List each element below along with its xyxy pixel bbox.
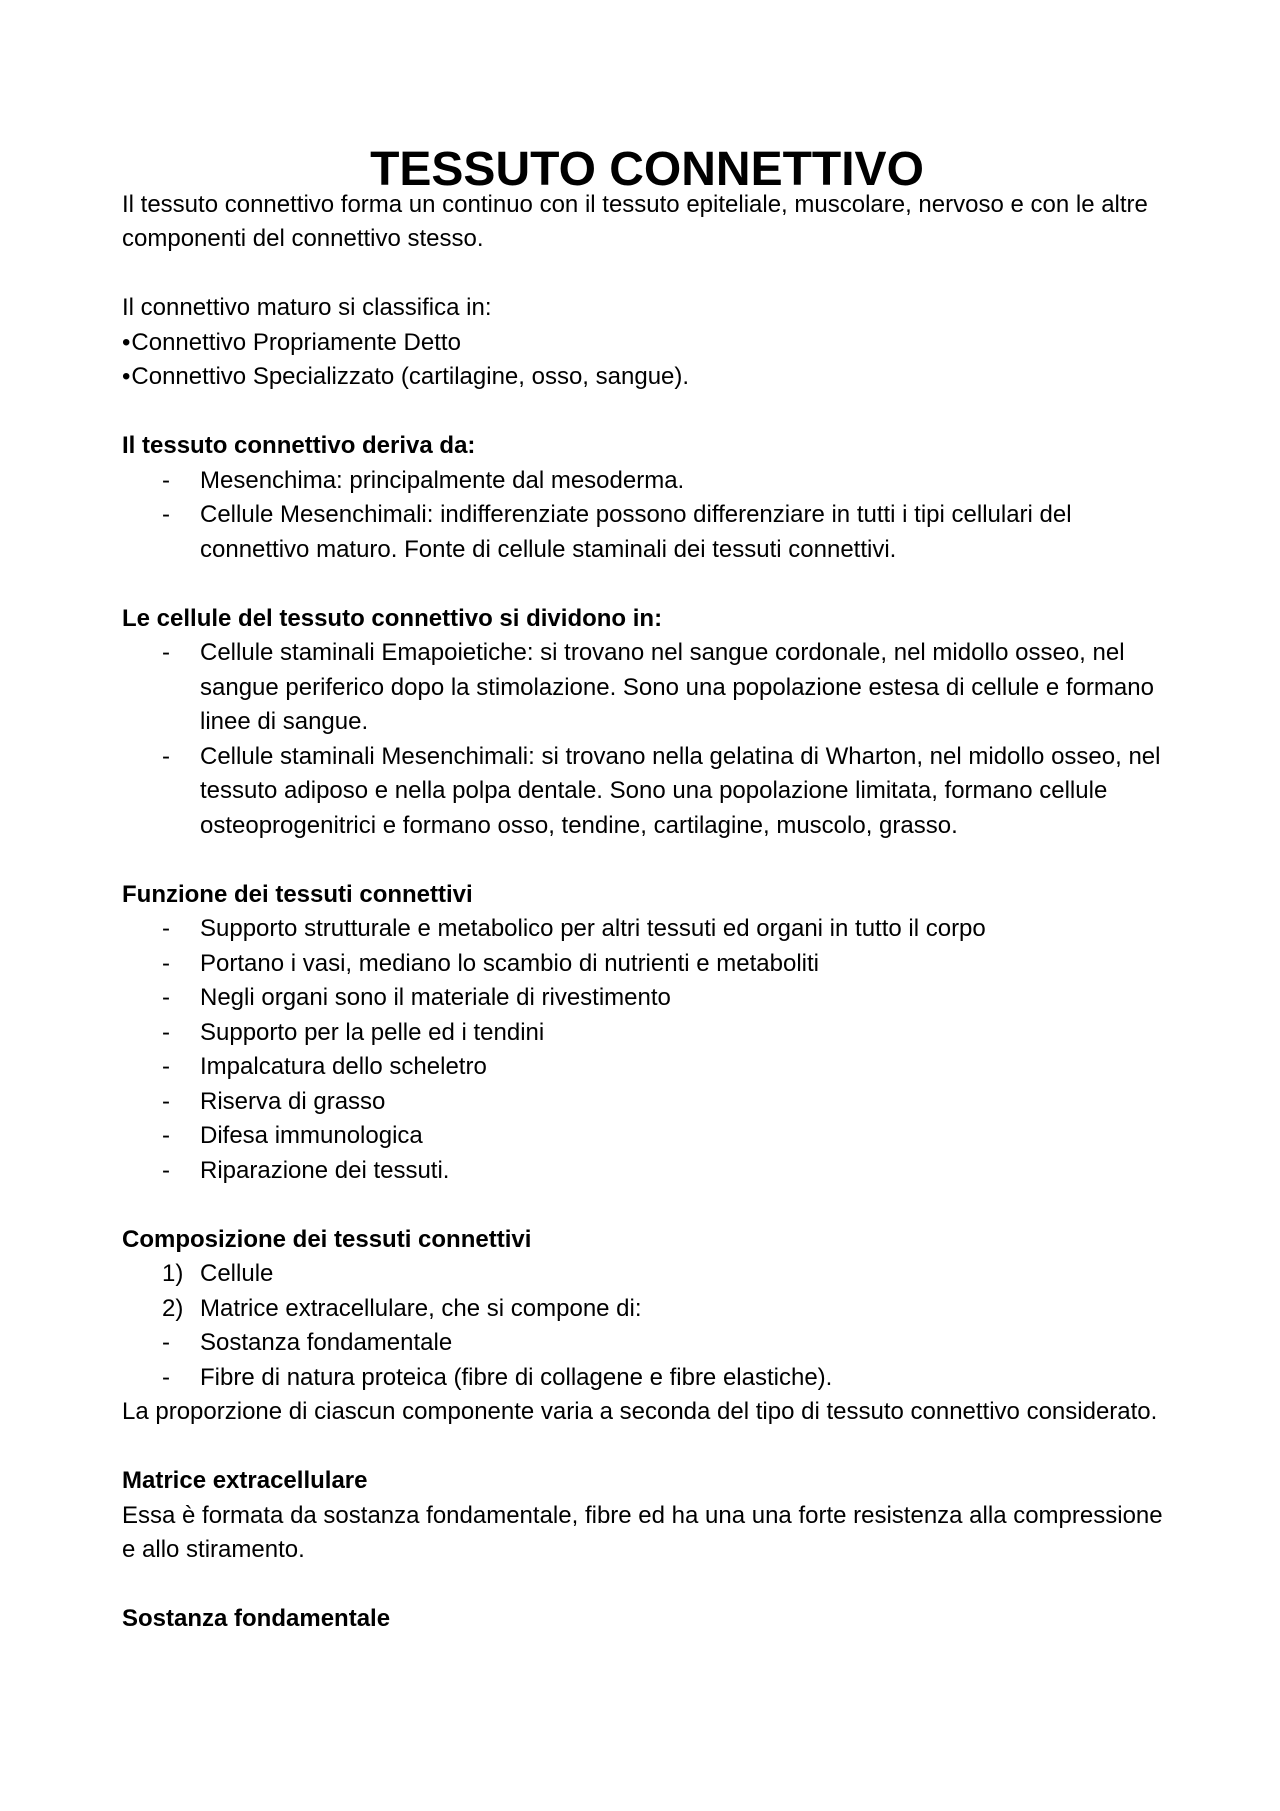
dash-marker: - bbox=[162, 466, 170, 494]
list-item bbox=[122, 981, 1172, 1016]
list-item-text: Cellule staminali Emapoietiche: si trovano nel sangue cordonale, nel midollo osseo, nel sangue periferico dopo la stimolazione. Sono una popolazione estesa di cellule e formano linee di sangue. bbox=[200, 639, 1154, 735]
list-item bbox=[122, 1292, 1172, 1327]
list-item-text: Portano i vasi, mediano lo scambio di nutrienti e metaboliti bbox=[200, 949, 819, 977]
spacer bbox=[122, 1188, 1172, 1223]
composition-sub-list bbox=[122, 1326, 1172, 1395]
page-title: TESSUTO CONNETTIVO bbox=[370, 143, 924, 196]
list-item-text: Matrice extracellulare, che si compone di: bbox=[200, 1294, 642, 1322]
list-item bbox=[122, 636, 1172, 740]
list-item bbox=[122, 498, 1172, 567]
dash-marker: - bbox=[162, 1018, 170, 1046]
list-item-text: Cellule staminali Mesenchimali: si trovano nella gelatina di Wharton, nel midollo osseo, nel tessuto adiposo e nella polpa dentale. Sono una popolazione limitata, formano cellule osteoprogenitrici e formano osso, tendine, cartilagine, muscolo, grasso. bbox=[200, 742, 1161, 839]
list-item bbox=[122, 947, 1172, 982]
section-heading-functions: Funzione dei tessuti connettivi bbox=[122, 880, 473, 908]
list-item bbox=[122, 1257, 1172, 1292]
list-item bbox=[122, 464, 1172, 499]
dash-marker: - bbox=[162, 915, 170, 942]
dash-marker: - bbox=[162, 1087, 170, 1115]
classification-lead: Il connettivo maturo si classifica in: bbox=[122, 294, 492, 321]
list-item bbox=[122, 1326, 1172, 1361]
list-item-text: Riparazione dei tessuti. bbox=[200, 1156, 450, 1184]
list-item bbox=[122, 360, 1172, 395]
number-marker: 1) bbox=[162, 1260, 184, 1287]
bullet-marker: • bbox=[122, 363, 131, 390]
section-heading-ground-substance: Sostanza fondamentale bbox=[122, 1605, 391, 1632]
derivation-list bbox=[122, 464, 1172, 568]
list-item bbox=[122, 1361, 1172, 1396]
dash-marker: - bbox=[162, 949, 170, 977]
bullet-marker: • bbox=[122, 328, 131, 356]
list-item bbox=[122, 740, 1172, 844]
section-heading-cells: Le cellule del tessuto connettivo si dividono in: bbox=[122, 604, 663, 632]
list-item-text: Connettivo Propriamente Detto bbox=[131, 328, 461, 356]
spacer bbox=[122, 567, 1172, 602]
list-item-text: Impalcatura dello scheletro bbox=[200, 1053, 487, 1080]
dash-marker: - bbox=[162, 1329, 170, 1356]
document-content bbox=[122, 143, 1172, 1637]
matrix-paragraph: Essa è formata da sostanza fondamentale, fibre ed ha una una forte resistenza alla compressione e allo stiramento. bbox=[122, 1501, 1163, 1563]
section-heading-composition: Composizione dei tessuti connettivi bbox=[122, 1225, 532, 1253]
spacer bbox=[122, 257, 1172, 292]
spacer bbox=[122, 1430, 1172, 1465]
dash-marker: - bbox=[162, 742, 170, 770]
cells-list bbox=[122, 636, 1172, 843]
list-item-text: Negli organi sono il materiale di rivestimento bbox=[200, 984, 671, 1011]
dash-marker: - bbox=[162, 1122, 170, 1149]
list-item-text: Fibre di natura proteica (fibre di collagene e fibre elastiche). bbox=[200, 1363, 833, 1391]
number-marker: 2) bbox=[162, 1294, 184, 1322]
list-item-text: Cellule bbox=[200, 1260, 274, 1287]
classification-list bbox=[122, 326, 1172, 395]
spacer bbox=[122, 1568, 1172, 1603]
composition-note: La proporzione di ciascun componente varia a seconda del tipo di tessuto connettivo considerato. bbox=[122, 1398, 1158, 1425]
list-item bbox=[122, 1085, 1172, 1120]
section-heading-derivation: Il tessuto connettivo deriva da: bbox=[122, 432, 476, 459]
dash-marker: - bbox=[162, 501, 170, 528]
list-item-text: Connettivo Specializzato (cartilagine, osso, sangue). bbox=[131, 363, 690, 390]
spacer bbox=[122, 395, 1172, 430]
list-item bbox=[122, 1154, 1172, 1189]
list-item-text: Difesa immunologica bbox=[200, 1122, 423, 1149]
dash-marker: - bbox=[162, 1363, 170, 1391]
list-item bbox=[122, 1016, 1172, 1051]
dash-marker: - bbox=[162, 639, 170, 666]
dash-marker: - bbox=[162, 1156, 170, 1184]
list-item-text: Cellule Mesenchimali: indifferenziate possono differenziare in tutti i tipi cellulari del connettivo maturo. Fonte di cellule staminali dei tessuti connettivi. bbox=[200, 501, 1072, 563]
section-heading-matrix: Matrice extracellulare bbox=[122, 1467, 368, 1494]
list-item-text: Riserva di grasso bbox=[200, 1087, 386, 1115]
spacer bbox=[122, 843, 1172, 878]
list-item bbox=[122, 1050, 1172, 1085]
list-item bbox=[122, 912, 1172, 947]
list-item-text: Supporto per la pelle ed i tendini bbox=[200, 1018, 545, 1046]
list-item bbox=[122, 1119, 1172, 1154]
list-item-text: Mesenchima: principalmente dal mesoderma. bbox=[200, 466, 685, 494]
list-item-text: Supporto strutturale e metabolico per altri tessuti ed organi in tutto il corpo bbox=[200, 915, 986, 942]
intro-paragraph: Il tessuto connettivo forma un continuo con il tessuto epiteliale, muscolare, nervoso e con le altre componenti del connettivo stesso. bbox=[122, 190, 1148, 252]
dash-marker: - bbox=[162, 1053, 170, 1080]
functions-list bbox=[122, 912, 1172, 1188]
list-item-text: Sostanza fondamentale bbox=[200, 1329, 453, 1356]
list-item bbox=[122, 326, 1172, 361]
composition-numbered-list bbox=[122, 1257, 1172, 1326]
dash-marker: - bbox=[162, 984, 170, 1011]
